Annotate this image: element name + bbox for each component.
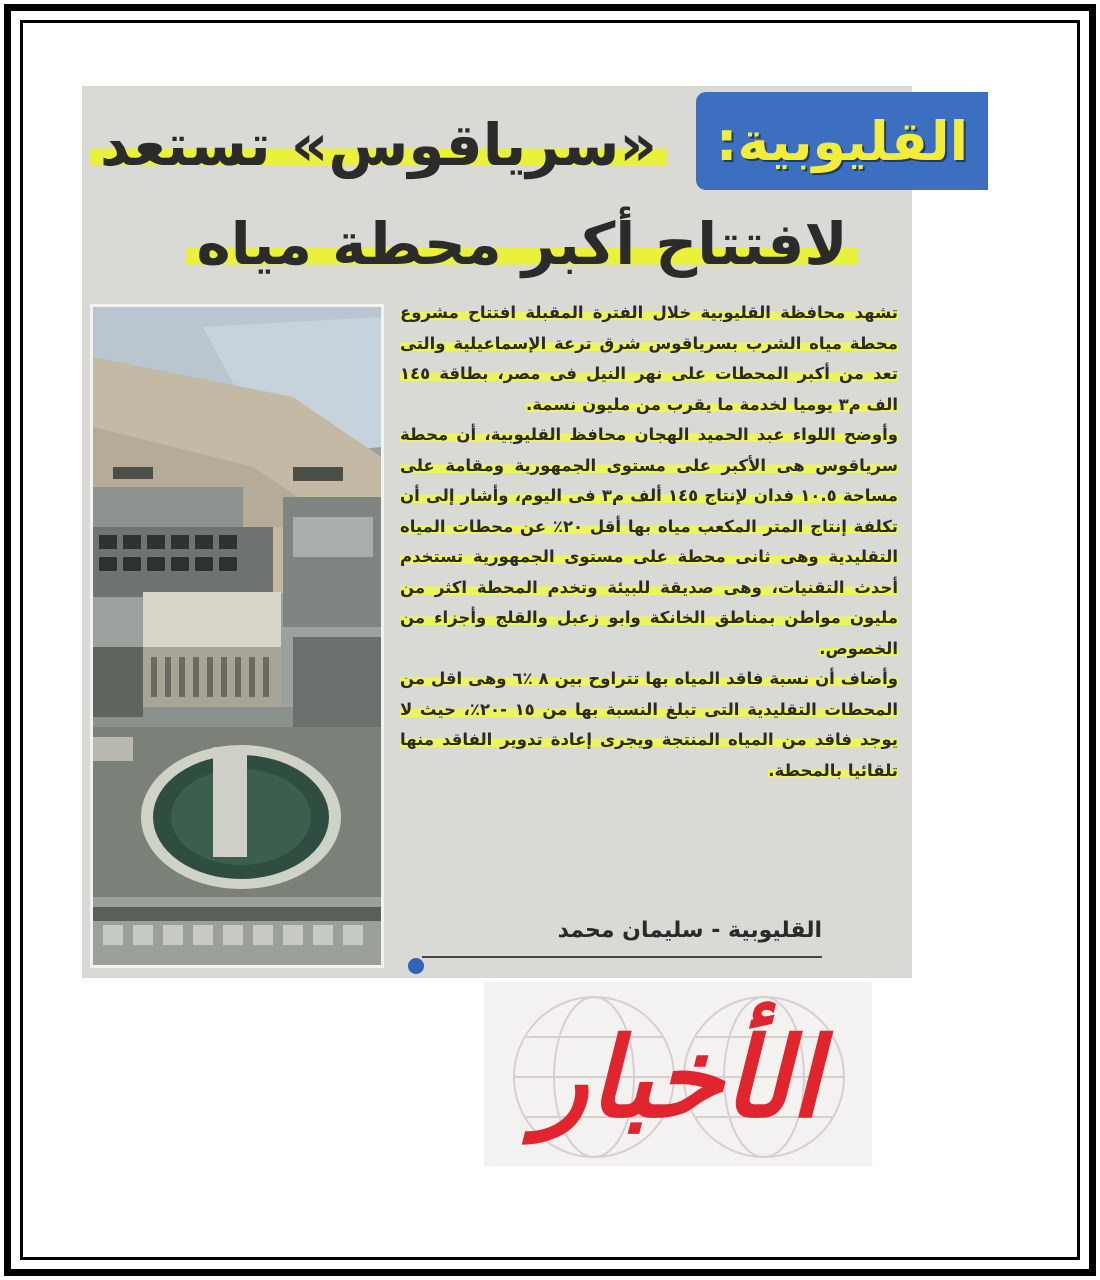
newspaper-logo bbox=[484, 982, 872, 1166]
headline-line-1-text: «سرياقوس» تستعد bbox=[90, 111, 667, 179]
headline-tag-box bbox=[696, 92, 988, 190]
aerial-plant-illustration bbox=[93, 307, 381, 965]
article-byline: القليوبية - سليمان محمد bbox=[422, 918, 822, 958]
headline-line-2 bbox=[172, 204, 872, 284]
newspaper-clipping bbox=[82, 86, 969, 978]
water-plant-photo bbox=[90, 304, 384, 968]
newspaper-logo-text: الأخبار bbox=[535, 1012, 821, 1142]
article-body bbox=[400, 298, 898, 910]
article-paragraph-2: وأوضح اللواء عبد الحميد الهجان محافظ القليوبية، أن محطة سرياقوس هى الأكبر على مستوى الجمهورية ومقامة على مساحة ١٠.٥ فدان لإنتاج ١٤٥ ألف م٣ فى اليوم، وأشار إلى أن تكلفة إنتاج المتر المكعب مياه بها أقل ٢٠٪ عن محطات المياه التقليدية وهى ثانى محطة على مستوى الجمهورية تستخدم أحدث التقنيات، وهى صديقة للبيئة وتخدم المحطة اكثر من مليون مواطن بمناطق الخانكة وابو زعبل والقلج وأجزاء من الخصوص. bbox=[400, 425, 899, 658]
headline-tag: القليوبية: bbox=[715, 109, 969, 173]
byline-dot-icon bbox=[408, 958, 424, 974]
headline-line-1 bbox=[90, 102, 694, 188]
article-paragraph-3: وأضاف أن نسبة فاقد المياه بها تتراوح بين ٨ ٪٦ وهى اقل من المحطات التقليدية التى تبلغ النسبة بها من ١٥ -٢٠٪، حيث لا يوجد فاقد من المياه المنتجة ويجرى إعادة تدوير الفاقد منها تلقائيا بالمحطة. bbox=[400, 669, 899, 780]
headline-line-2-text: لافتتاح أكبر محطة مياه bbox=[186, 210, 857, 278]
article-paragraph-1: تشهد محافظة القليوبية خلال الفترة المقبلة افتتاح مشروع محطة مياه الشرب بسرياقوس شرق ترعة الإسماعيلية والتى تعد من أكبر المحطات على نهر النيل فى مصر، بطاقة ١٤٥ الف م٣ يوميا لخدمة ما يقرب من مليون نسمة. bbox=[400, 303, 898, 414]
